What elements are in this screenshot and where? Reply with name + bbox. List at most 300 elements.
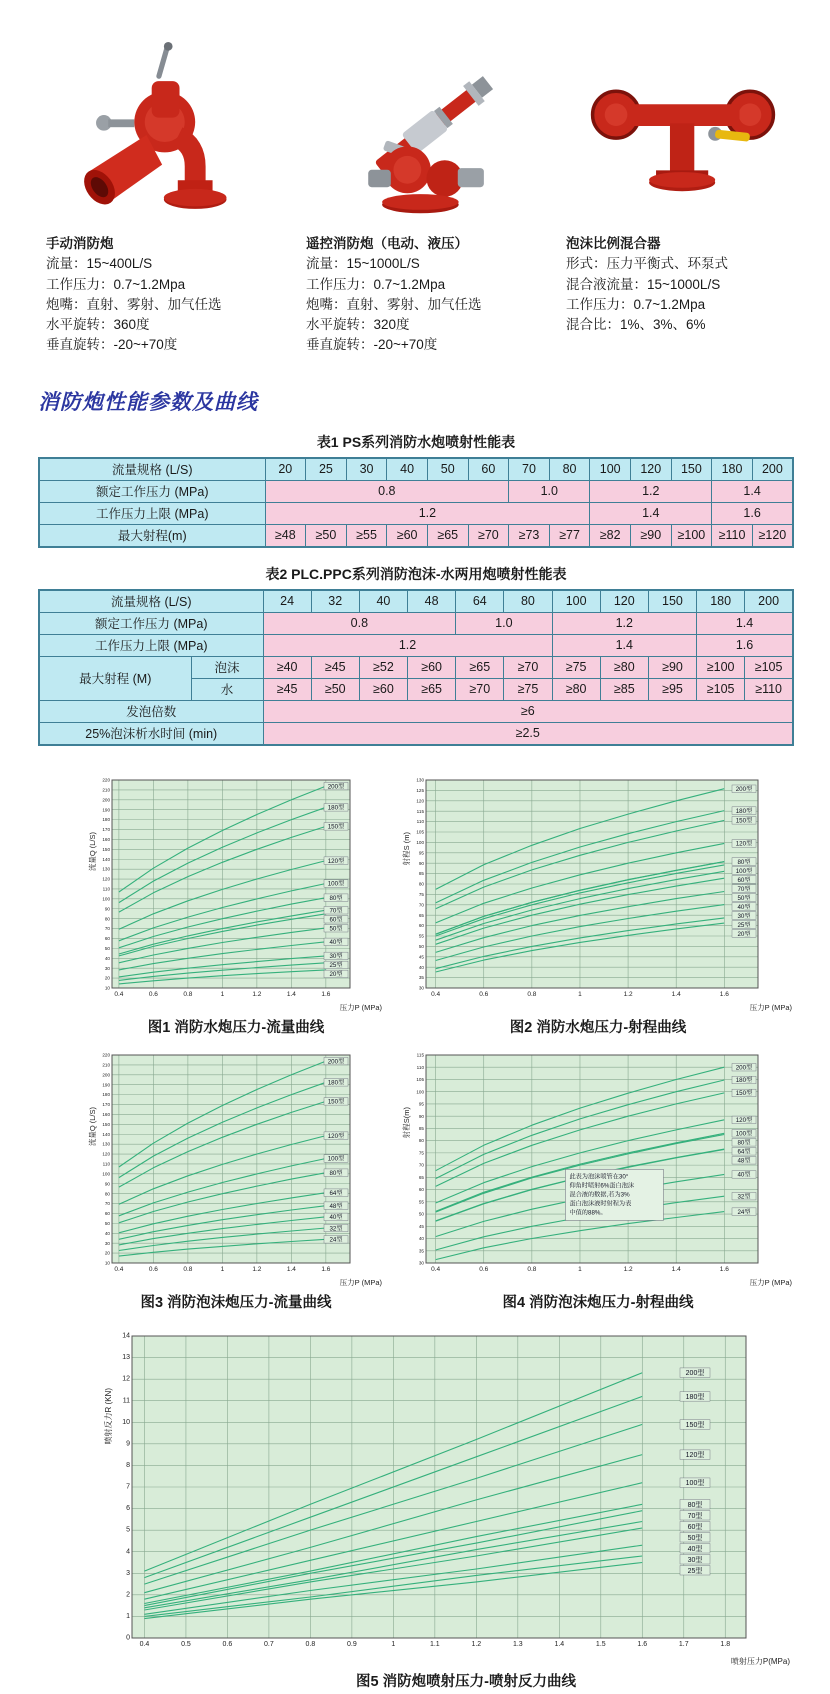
- table-cell: 额定工作压力 (MPa): [39, 480, 265, 502]
- y-tick-label: 190: [102, 806, 110, 812]
- y-tick-label: 200: [102, 796, 110, 802]
- series-label: 20型: [329, 970, 343, 978]
- y-tick-label: 170: [102, 1101, 110, 1107]
- table-cell: 1.0: [456, 612, 552, 634]
- y-tick-label: 80: [418, 881, 424, 887]
- table-cell: 150: [648, 590, 696, 613]
- y-tick-label: 6: [126, 1504, 130, 1512]
- product-card-foam-proportioner: [566, 26, 800, 356]
- product-card-remote-monitor: [306, 26, 540, 356]
- table-cell: ≥85: [600, 678, 648, 700]
- y-tick-label: 90: [104, 905, 110, 911]
- series-label: 25型: [737, 921, 751, 929]
- y-tick-label: 190: [102, 1081, 110, 1087]
- table-cell: 1.4: [590, 502, 712, 524]
- y-tick-label: 110: [102, 886, 110, 892]
- series-label: 30型: [737, 912, 751, 920]
- table-cell: 40: [387, 458, 428, 481]
- x-tick-label: 1.4: [671, 990, 681, 998]
- table-cell: ≥120: [752, 524, 793, 547]
- table-cell: 1.2: [265, 502, 590, 524]
- table-cell: ≥60: [387, 524, 428, 547]
- table-cell: ≥45: [263, 678, 311, 700]
- y-tick-label: 40: [104, 955, 110, 961]
- y-tick-label: 130: [102, 866, 110, 872]
- product-spec-line: 工作压力：0.7~1.2Mpa: [46, 276, 186, 292]
- x-axis-label: 压力P (MPa): [749, 1277, 792, 1287]
- x-tick-label: 0.7: [264, 1640, 274, 1648]
- series-label: 200型: [735, 1063, 753, 1071]
- table-cell: ≥75: [504, 678, 552, 700]
- y-axis-label: 射程S(m): [402, 1106, 411, 1138]
- series-label: 64型: [329, 1189, 343, 1197]
- fig2-caption: 图2 消防水炮压力-射程曲线: [509, 1019, 687, 1036]
- y-tick-label: 150: [102, 1121, 110, 1127]
- y-tick-label: 90: [418, 1113, 424, 1119]
- table-cell: 48: [408, 590, 456, 613]
- chart-note-line: 仰角时喷射6%蛋白泡沫: [569, 1181, 635, 1189]
- fig4-plot: [400, 1047, 796, 1289]
- product-spec-line: 形式：压力平衡式、环泵式: [566, 256, 728, 272]
- x-tick-label: 1.2: [623, 990, 633, 998]
- series-label: 100型: [735, 1130, 753, 1138]
- y-tick-label: 200: [102, 1071, 110, 1077]
- series-label: 70型: [329, 906, 343, 914]
- table-cell: 100: [590, 458, 631, 481]
- y-tick-label: 50: [418, 1211, 424, 1217]
- y-tick-label: 95: [418, 849, 424, 855]
- y-tick-label: 60: [104, 935, 110, 941]
- x-tick-label: 0.8: [183, 990, 193, 998]
- table-cell: 额定工作压力 (MPa): [39, 612, 263, 634]
- series-label: 80型: [329, 894, 343, 902]
- y-axis-label: 流量Q (L/S): [88, 1106, 97, 1146]
- series-label: 80型: [737, 858, 751, 866]
- y-tick-label: 90: [104, 1180, 110, 1186]
- y-tick-label: 220: [102, 777, 110, 783]
- y-tick-label: 85: [418, 870, 424, 876]
- y-tick-label: 160: [102, 836, 110, 842]
- series-label: 64型: [737, 1148, 751, 1156]
- x-axis-label: 压力P (MPa): [339, 1277, 382, 1287]
- y-tick-label: 90: [418, 860, 424, 866]
- series-label: 70型: [737, 885, 751, 893]
- fig5-caption: 图5 消防炮喷射压力-喷射反力曲线: [356, 1673, 576, 1690]
- fig2-svg: [400, 772, 796, 1014]
- y-tick-label: 9: [126, 1439, 130, 1447]
- y-tick-label: 80: [104, 915, 110, 921]
- chart-note-line: 蛋白泡沫液时射程为表: [569, 1199, 632, 1207]
- manual-monitor-photo: [46, 26, 280, 226]
- fig3-plot: [86, 1047, 386, 1289]
- series-label: 25型: [687, 1567, 703, 1575]
- product-spec-line: 炮嘴：直射、雾射、加气任选: [46, 296, 222, 312]
- x-tick-label: 1.3: [512, 1640, 523, 1648]
- table-cell: 1.6: [697, 634, 793, 656]
- table-cell: 1.4: [712, 480, 793, 502]
- x-tick-label: 0.6: [479, 1265, 489, 1273]
- table-cell: 70: [509, 458, 550, 481]
- x-tick-label: 1.6: [321, 1265, 331, 1273]
- x-tick-label: 0.4: [431, 990, 441, 998]
- series-label: 48型: [737, 1157, 751, 1165]
- y-tick-label: 100: [416, 839, 424, 845]
- fig4-svg: [400, 1047, 796, 1289]
- series-label: 180型: [327, 804, 345, 812]
- x-tick-label: 1.6: [637, 1640, 648, 1648]
- table-cell: ≥110: [712, 524, 753, 547]
- series-label: 25型: [329, 961, 343, 969]
- product-spec-line: 流量：15~400L/S: [46, 256, 153, 272]
- series-label: 32型: [737, 1192, 751, 1200]
- table1-host: [0, 457, 830, 548]
- series-label: 60型: [687, 1523, 703, 1531]
- x-tick-label: 1: [391, 1640, 396, 1648]
- x-tick-label: 1.7: [678, 1640, 689, 1648]
- y-tick-label: 85: [418, 1125, 424, 1131]
- table-cell: ≥65: [408, 678, 456, 700]
- x-tick-label: 1.6: [719, 1265, 729, 1273]
- x-tick-label: 0.6: [222, 1640, 233, 1648]
- series-label: 70型: [687, 1512, 703, 1520]
- fig1-caption: 图1 消防水炮压力-流量曲线: [147, 1019, 325, 1036]
- x-axis-label: 压力P (MPa): [749, 1002, 792, 1012]
- x-tick-label: 1.2: [623, 1265, 633, 1273]
- series-label: 150型: [735, 817, 753, 825]
- series-label: 200型: [685, 1369, 705, 1377]
- y-tick-label: 110: [416, 818, 424, 824]
- y-tick-label: 60: [418, 922, 424, 928]
- series-label: 180型: [735, 807, 753, 815]
- table-cell: 1.4: [697, 612, 793, 634]
- x-tick-label: 1.5: [595, 1640, 606, 1648]
- y-tick-label: 150: [102, 846, 110, 852]
- y-tick-label: 105: [416, 1076, 424, 1082]
- table-cell: 1.2: [263, 634, 552, 656]
- series-label: 40型: [737, 1171, 751, 1179]
- table-cell: 工作压力上限 (MPa): [39, 502, 265, 524]
- y-tick-label: 210: [102, 1062, 110, 1068]
- series-label: 120型: [327, 857, 345, 865]
- table-cell: 32: [311, 590, 359, 613]
- y-tick-label: 45: [418, 1223, 424, 1229]
- series-label: 50型: [687, 1534, 703, 1542]
- remote-monitor-photo: [306, 26, 540, 226]
- table-cell: 最大射程(m): [39, 524, 265, 547]
- series-label: 30型: [329, 952, 343, 960]
- series-label: 32型: [329, 1224, 343, 1232]
- y-tick-label: 220: [102, 1052, 110, 1058]
- series-label: 40型: [687, 1545, 703, 1553]
- y-tick-label: 80: [418, 1137, 424, 1143]
- fig1-svg: [86, 772, 386, 1014]
- series-label: 150型: [685, 1421, 705, 1429]
- series-label: 40型: [329, 938, 343, 946]
- fig4-cell: [400, 1047, 796, 1312]
- table1-title: 表1 PS系列消防水炮喷射性能表: [316, 433, 516, 450]
- product-spec-line: 水平旋转：360度: [46, 317, 150, 332]
- series-label: 30型: [687, 1556, 703, 1564]
- series-label: 24型: [329, 1236, 343, 1244]
- foam-proportioner-photo: [566, 26, 800, 226]
- x-tick-label: 0.4: [139, 1640, 150, 1648]
- table-cell: ≥45: [311, 656, 359, 678]
- x-tick-label: 1.6: [719, 990, 729, 998]
- table2-title: 表2 PLC.PPC系列消防泡沫-水两用炮喷射性能表: [265, 565, 567, 582]
- table-cell: 200: [752, 458, 793, 481]
- fig3-svg: [86, 1047, 386, 1289]
- y-tick-label: 0: [126, 1634, 130, 1642]
- table-cell: 80: [549, 458, 590, 481]
- x-tick-label: 1.8: [720, 1640, 731, 1648]
- x-tick-label: 0.5: [181, 1640, 191, 1648]
- y-tick-label: 50: [104, 945, 110, 951]
- table-cell: 发泡倍数: [39, 700, 263, 722]
- y-tick-label: 110: [102, 1161, 110, 1167]
- series-label: 100型: [327, 880, 345, 888]
- series-label: 20型: [737, 930, 751, 938]
- y-tick-label: 180: [102, 816, 110, 822]
- series-label: 180型: [735, 1076, 753, 1084]
- y-tick-label: 55: [418, 933, 424, 939]
- x-tick-label: 1: [220, 1265, 225, 1273]
- y-tick-label: 170: [102, 826, 110, 832]
- y-tick-label: 30: [104, 1240, 110, 1246]
- x-tick-label: 1.1: [429, 1640, 440, 1648]
- product-spec-line: 炮嘴：直射、雾射、加气任选: [306, 296, 482, 312]
- fig2-plot: [400, 772, 796, 1014]
- y-tick-label: 65: [418, 912, 424, 918]
- x-tick-label: 0.8: [527, 990, 537, 998]
- table-cell: 20: [265, 458, 306, 481]
- series-label: 100型: [327, 1155, 345, 1163]
- fig4-caption: 图4 消防泡沫炮压力-射程曲线: [502, 1294, 694, 1311]
- table-cell: ≥60: [359, 678, 407, 700]
- table-cell: ≥55: [346, 524, 387, 547]
- table-cell: 0.8: [265, 480, 509, 502]
- y-tick-label: 13: [122, 1353, 130, 1361]
- table-cell: 200: [745, 590, 793, 613]
- series-label: 180型: [327, 1079, 345, 1087]
- table-cell: 1.0: [509, 480, 590, 502]
- table-cell: 泡沫: [191, 656, 263, 678]
- table-cell: 0.8: [263, 612, 456, 634]
- table-cell: ≥110: [745, 678, 793, 700]
- y-tick-label: 75: [418, 1149, 424, 1155]
- x-tick-label: 0.4: [114, 1265, 124, 1273]
- series-label: 120型: [735, 840, 753, 848]
- y-tick-label: 140: [102, 1131, 110, 1137]
- series-label: 80型: [737, 1139, 751, 1147]
- x-axis-label: 压力P (MPa): [339, 1002, 382, 1012]
- product-spec-line: 工作压力：0.7~1.2Mpa: [566, 296, 706, 312]
- y-tick-label: 75: [418, 891, 424, 897]
- y-tick-label: 2: [126, 1590, 130, 1598]
- y-tick-label: 12: [122, 1375, 130, 1383]
- y-tick-label: 45: [418, 953, 424, 959]
- x-tick-label: 0.8: [305, 1640, 316, 1648]
- foam-proportioner-illustration: [583, 46, 783, 226]
- table-cell: ≥82: [590, 524, 631, 547]
- table-cell: ≥73: [509, 524, 550, 547]
- y-tick-label: 40: [418, 1235, 424, 1241]
- x-tick-label: 1.6: [321, 990, 331, 998]
- table-cell: 1.2: [590, 480, 712, 502]
- table-cell: ≥90: [648, 656, 696, 678]
- y-tick-label: 70: [104, 1200, 110, 1206]
- series-label: 48型: [329, 1202, 343, 1210]
- y-tick-label: 50: [418, 943, 424, 949]
- table-cell: ≥90: [630, 524, 671, 547]
- table-cell: ≥6: [263, 700, 793, 722]
- table-cell: 100: [552, 590, 600, 613]
- series-label: 120型: [685, 1451, 705, 1459]
- table-cell: 25%泡沫析水时间 (min): [39, 722, 263, 745]
- table-cell: 40: [359, 590, 407, 613]
- series-label: 100型: [685, 1479, 705, 1487]
- table-cell: ≥80: [600, 656, 648, 678]
- series-label: 40型: [737, 903, 751, 911]
- y-tick-label: 1: [126, 1612, 130, 1620]
- table-cell: ≥75: [552, 656, 600, 678]
- plc-ppc-foam-water-monitor-performance-table: [38, 589, 794, 746]
- y-tick-label: 115: [416, 1052, 424, 1058]
- y-tick-label: 140: [102, 856, 110, 862]
- table-cell: 180: [697, 590, 745, 613]
- y-tick-label: 70: [104, 925, 110, 931]
- y-tick-label: 40: [418, 964, 424, 970]
- product-spec-line: 水平旋转：320度: [306, 317, 410, 332]
- table-cell: 180: [712, 458, 753, 481]
- series-label: 150型: [327, 823, 345, 831]
- y-tick-label: 120: [102, 876, 110, 882]
- table-cell: ≥80: [552, 678, 600, 700]
- x-tick-label: 0.6: [148, 990, 158, 998]
- x-tick-label: 1.2: [471, 1640, 482, 1648]
- product-name: 遥控消防炮（电动、液压）: [306, 236, 468, 251]
- y-tick-label: 110: [416, 1064, 424, 1070]
- table-cell: 1.6: [712, 502, 793, 524]
- y-tick-label: 95: [418, 1101, 424, 1107]
- fig5-cell: [102, 1326, 830, 1691]
- table-cell: 工作压力上限 (MPa): [39, 634, 263, 656]
- x-tick-label: 0.4: [114, 990, 124, 998]
- table-cell: 最大射程 (M): [39, 656, 191, 700]
- table-cell: ≥105: [697, 678, 745, 700]
- table-cell: ≥60: [408, 656, 456, 678]
- series-label: 60型: [329, 915, 343, 923]
- series-label: 150型: [327, 1098, 345, 1106]
- table-cell: ≥2.5: [263, 722, 793, 745]
- y-tick-label: 130: [416, 777, 424, 783]
- y-tick-label: 65: [418, 1174, 424, 1180]
- x-axis-label: 喷射压力P(MPa): [730, 1656, 790, 1666]
- x-tick-label: 0.9: [347, 1640, 357, 1648]
- x-tick-label: 1: [220, 990, 225, 998]
- table-cell: 1.4: [552, 634, 697, 656]
- table-cell: ≥100: [697, 656, 745, 678]
- product-name: 泡沫比例混合器: [566, 236, 661, 251]
- products-section: [0, 0, 830, 356]
- y-tick-label: 60: [418, 1186, 424, 1192]
- y-tick-label: 20: [104, 1250, 110, 1256]
- y-tick-label: 115: [416, 808, 424, 814]
- y-tick-label: 210: [102, 787, 110, 793]
- product-name: 手动消防炮: [46, 236, 114, 251]
- y-tick-label: 4: [126, 1547, 130, 1555]
- y-tick-label: 35: [418, 1247, 424, 1253]
- table-cell: ≥50: [311, 678, 359, 700]
- series-label: 50型: [737, 894, 751, 902]
- ps-water-monitor-performance-table: [38, 457, 794, 548]
- y-tick-label: 20: [104, 975, 110, 981]
- y-axis-label: 流量Q (L/S): [88, 831, 97, 871]
- y-tick-label: 105: [416, 829, 424, 835]
- x-tick-label: 0.6: [479, 990, 489, 998]
- table2-host: [0, 589, 830, 746]
- table-cell: 64: [456, 590, 504, 613]
- chart-note-line: 此表为泡沫喷管在30°: [569, 1172, 629, 1180]
- x-tick-label: 1.2: [252, 1265, 262, 1273]
- x-tick-label: 1.4: [554, 1640, 565, 1648]
- fig5-plot: [102, 1326, 830, 1668]
- series-label: 200型: [327, 1057, 345, 1065]
- y-tick-label: 30: [418, 1260, 424, 1266]
- series-label: 50型: [329, 924, 343, 932]
- y-tick-label: 80: [104, 1190, 110, 1196]
- y-tick-label: 10: [122, 1418, 130, 1426]
- y-tick-label: 30: [418, 985, 424, 991]
- manual-monitor-illustration: [63, 31, 263, 226]
- table-cell: 80: [504, 590, 552, 613]
- x-tick-label: 1.2: [252, 990, 262, 998]
- table-cell: 水: [191, 678, 263, 700]
- product-spec-line: 混合液流量：15~1000L/S: [566, 276, 721, 292]
- y-tick-label: 8: [126, 1461, 130, 1469]
- y-tick-label: 40: [104, 1230, 110, 1236]
- series-label: 40型: [329, 1213, 343, 1221]
- table-cell: ≥105: [745, 656, 793, 678]
- fig5-svg: [102, 1326, 794, 1668]
- table-cell: 30: [346, 458, 387, 481]
- series-label: 200型: [327, 782, 345, 790]
- chart-note-line: 中值的88%。: [569, 1208, 607, 1216]
- x-tick-label: 0.8: [527, 1265, 537, 1273]
- charts-row-2: [86, 1047, 830, 1312]
- product-spec-line: 混合比：1%、3%、6%: [566, 317, 706, 332]
- fig1-cell: [86, 772, 386, 1037]
- y-tick-label: 55: [418, 1198, 424, 1204]
- table-cell: 1.2: [552, 612, 697, 634]
- table-cell: ≥95: [648, 678, 696, 700]
- x-tick-label: 1.4: [671, 1265, 681, 1273]
- product-spec-line: 垂直旋转：-20~+70度: [306, 337, 438, 353]
- y-tick-label: 130: [102, 1141, 110, 1147]
- table-cell: ≥77: [549, 524, 590, 547]
- table-cell: ≥52: [359, 656, 407, 678]
- product-specs: [46, 254, 280, 355]
- product-spec-line: 流量：15~1000L/S: [306, 256, 420, 272]
- product-spec-line: 工作压力：0.7~1.2Mpa: [306, 276, 446, 292]
- product-specs: [566, 254, 800, 335]
- y-tick-label: 60: [104, 1210, 110, 1216]
- y-tick-label: 120: [416, 797, 424, 803]
- series-label: 100型: [735, 867, 753, 875]
- section-heading: 消防炮性能参数及曲线: [38, 390, 258, 414]
- x-tick-label: 1: [578, 990, 582, 998]
- series-label: 80型: [687, 1501, 703, 1509]
- series-label: 200型: [735, 785, 753, 793]
